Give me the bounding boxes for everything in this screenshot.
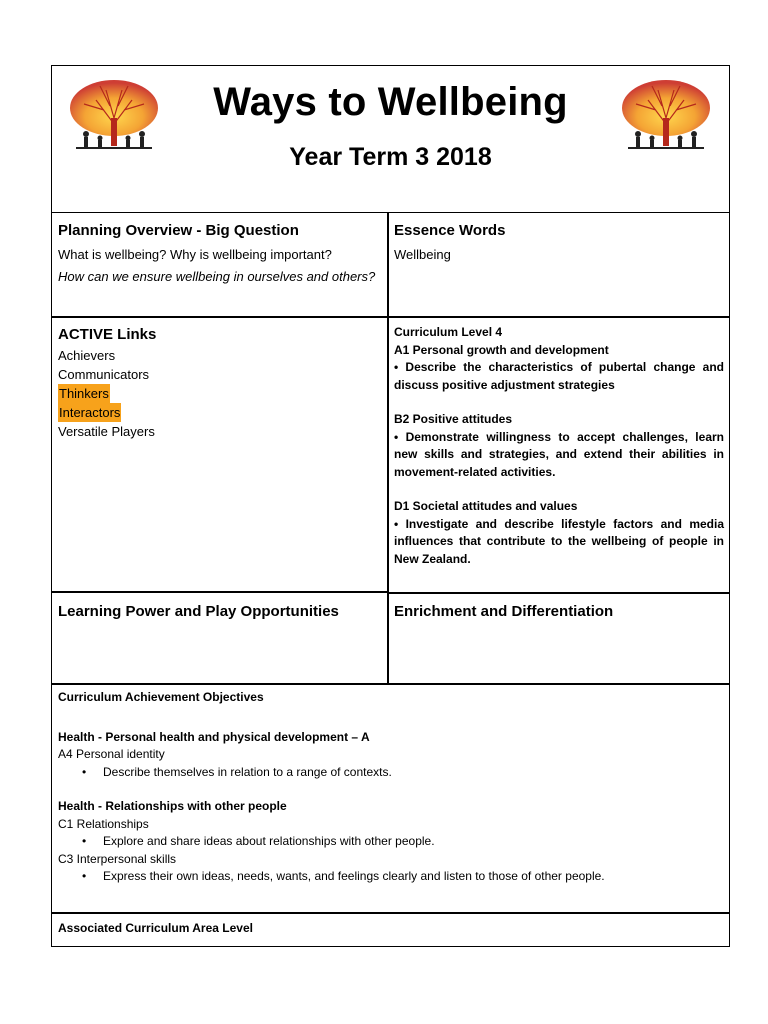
big-question-text-italic: How can we ensure wellbeing in ourselves and others?: [58, 269, 376, 284]
a4-label: A4 Personal identity: [58, 747, 165, 761]
list-item: • Explore and share ideas about relationships with other people.: [103, 833, 718, 851]
document-frame: [51, 65, 730, 947]
associated-curriculum-cell: [58, 920, 718, 938]
c1-label: C1 Relationships: [58, 816, 149, 831]
objectives-heading: Curriculum Achievement Objectives: [58, 690, 264, 704]
learning-power-cell: [58, 603, 382, 625]
row-divider: [52, 316, 729, 318]
curriculum-level-cell: [394, 324, 724, 568]
b2-text: • Demonstrate willingness to accept challenges, learn new skills and strategies, and extend their abilities in movement-related activities.: [394, 429, 724, 479]
enrichment-heading: Enrichment and Differentiation: [394, 603, 614, 620]
b2-title: B2 Positive attitudes: [394, 412, 513, 426]
curriculum-level: Curriculum Level 4: [394, 325, 503, 339]
active-heading: ACTIVE Links: [58, 326, 157, 343]
document-header: [52, 66, 729, 213]
active-item: Versatile Players: [58, 424, 155, 439]
list-item: • Describe themselves in relation to a range of contexts.: [103, 764, 718, 782]
page-title: Ways to Wellbeing: [213, 80, 568, 124]
c1-list: [58, 833, 718, 851]
planning-heading: Planning Overview - Big Question: [58, 222, 299, 239]
active-item-highlighted: Thinkers: [59, 386, 109, 401]
d1-text: • Investigate and describe lifestyle factors and media influences that contribute to the wellbeing of people in New Zealand.: [394, 516, 724, 566]
d1-title: D1 Societal attitudes and values: [394, 499, 578, 513]
enrichment-cell: [394, 603, 724, 625]
planning-overview-cell: [58, 222, 382, 288]
column-divider: [387, 213, 389, 684]
row-divider: [52, 912, 729, 914]
row-divider: [52, 591, 388, 593]
row-divider: [52, 683, 729, 685]
achievement-objectives-cell: [58, 689, 718, 886]
a4-list: [58, 764, 718, 782]
essence-words-cell: [394, 222, 724, 266]
active-links-cell: [58, 326, 382, 441]
active-item-highlighted: Interactors: [59, 405, 121, 420]
tree-family-logo-icon: [618, 78, 714, 160]
active-item: Communicators: [58, 367, 150, 382]
c3-label: C3 Interpersonal skills: [58, 851, 177, 866]
a1-title: A1 Personal growth and development: [394, 342, 609, 357]
page-subtitle: Year Term 3 2018: [289, 143, 492, 171]
row-divider: [387, 592, 730, 594]
associated-heading: Associated Curriculum Area Level: [58, 921, 253, 935]
c3-list: [58, 868, 718, 886]
learning-heading: Learning Power and Play Opportunities: [58, 603, 339, 620]
essence-heading: Essence Words: [394, 222, 506, 239]
big-question-text: What is wellbeing? Why is wellbeing important?: [58, 247, 332, 262]
essence-value: Wellbeing: [394, 247, 451, 262]
list-item: • Express their own ideas, needs, wants, and feelings clearly and listen to those of other people.: [103, 868, 718, 886]
a1-text: • Describe the characteristics of pubertal change and discuss positive adjustment strategies: [394, 360, 724, 392]
health-c-heading: Health - Relationships with other people: [58, 799, 287, 813]
active-item: Achievers: [58, 348, 116, 363]
health-a-heading: Health - Personal health and physical development – A: [58, 729, 370, 744]
